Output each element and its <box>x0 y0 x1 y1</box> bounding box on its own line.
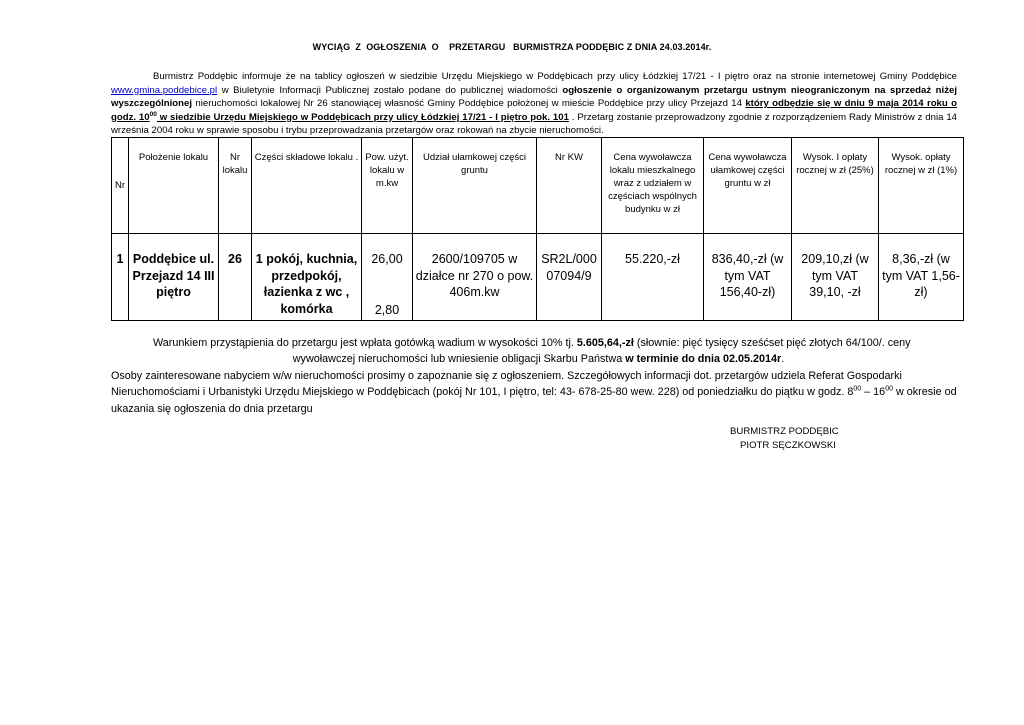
cell-oplaty: 8,36,-zł (w tym VAT 1,56-zł) <box>879 234 964 321</box>
cell-nr-kw: SR2L/00007094/9 <box>537 234 602 321</box>
intro-sup: 00 <box>149 110 157 118</box>
header-nr-lokalu: Nr lokalu <box>219 138 252 234</box>
cell-pow-main: 26,00 <box>371 252 403 266</box>
table-header-row <box>112 138 964 234</box>
deposit-text: Warunkiem przystąpienia do przetargu jest wpłata gotówką wadium w wysokości 10% tj. <box>153 337 577 349</box>
cell-nr: 1 <box>112 234 129 321</box>
cell-udzial: 2600/109705 w działce nr 270 o pow. 406m.kw <box>413 234 537 321</box>
table-row <box>112 234 964 321</box>
deposit-end: . <box>781 353 785 366</box>
deposit-words: (słownie: pięć tysięcy sześćset pięć złotych 64/100/. ceny <box>633 337 911 349</box>
signature-name: PIOTR SĘCZKOWSKI <box>740 440 836 451</box>
website-link[interactable]: www.gmina.poddebice.pl <box>111 84 218 96</box>
header-oplata-roczna: Wysok. I opłaty rocznej w zł (25%) <box>792 138 879 234</box>
intro-text-4: . Przetarg zostanie przeprowadzony zgodnie z rozporządzeniem Rady Ministrów z dnia 14 września 2004 roku w sprawie sposobu i trybu przeprowadzania przetargów oraz rokowań na zbycie nieruchomości. <box>111 111 957 137</box>
header-oplaty: Wysok. opłaty rocznej w zł (1%) <box>879 138 964 234</box>
cell-cena-udzialu: 836,40,-zł (w tym VAT 156,40-zł) <box>704 234 792 321</box>
info-sup-1: 00 <box>853 385 862 393</box>
deposit-text-2: wywoławczej nieruchomości lub wniesienie obligacji Skarbu Państwa <box>292 353 626 366</box>
intro-text-3: nieruchomości lokalowej Nr 26 stanowiącej własność Gminy Poddębice położonej w mieście Poddębice przy ulicy Przejazd 14 <box>192 98 746 110</box>
signature-block <box>730 425 839 453</box>
intro-bold-3: w siedzibie Urzędu Miejskiego w Poddębicach przy ulicy Łódzkiej 17/21 - I piętro pok. 101 <box>156 111 569 123</box>
cell-oplata-roczna: 209,10,zł (w tym VAT 39,10, -zł <box>792 234 879 321</box>
header-cena-udzialu: Cena wywoławcza ułamkowej części gruntu w zł <box>704 138 792 234</box>
deposit-amount: 5.605,64,-zł <box>576 337 634 349</box>
header-polozenie: Położenie lokalu <box>129 138 219 234</box>
header-czesci: Części składowe lokalu . <box>252 138 362 234</box>
property-table <box>111 137 964 321</box>
header-nr: Nr <box>112 138 129 234</box>
cell-pow <box>362 234 413 321</box>
conditions-section <box>111 335 966 417</box>
cell-czesci: 1 pokój, kuchnia, przedpokój, łazienka z wc , komórka <box>252 234 362 321</box>
header-nr-kw: Nr KW <box>537 138 602 234</box>
intro-text-2: w Biuletynie Informacji Publicznej zostało podane do publicznej wiadomości <box>217 84 563 96</box>
intro-paragraph <box>111 70 957 138</box>
info-text-3: w okresie od ukazania się ogłoszenia do dnia przetargu <box>111 386 957 415</box>
document-title: WYCIĄG Z OGŁOSZENIA O PRZETARGU BURMISTRZA PODDĘBIC Z DNIA 24.03.2014r. <box>312 42 712 52</box>
info-paragraph <box>111 368 966 417</box>
cell-nr-lokalu: 26 <box>219 234 252 321</box>
deposit-paragraph <box>111 335 966 351</box>
header-pow: Pow. użyt. lokalu w m.kw <box>362 138 413 234</box>
deposit-deadline: w terminie do dnia 02.05.2014r <box>625 353 782 366</box>
intro-text-1: Burmistrz Poddębic informuje że na tablicy ogłoszeń w siedzibie Urzędu Miejskiego w Poddębicach przy ulicy Łódzkiej 17/21 - I piętro oraz na stronie internetowej Gminy Poddębice <box>153 71 957 82</box>
deposit-paragraph-cont <box>111 351 966 367</box>
header-cena-lokalu: Cena wywoławcza lokalu mieszkalnego wraz z udziałem w częściach wspólnych budynku w zł <box>602 138 704 234</box>
info-sup-2: 00 <box>885 385 893 393</box>
intro-bold-2: który odbędzie się w dniu 9 maja 2014 roku o godz. 10 <box>111 98 957 123</box>
intro-bold-1: ogłoszenie o organizowanym przetargu ustnym nieograniczonym na sprzedaż niżej wyszczególnionej <box>111 84 957 110</box>
info-text-1: Osoby zainteresowane nabyciem w/w nieruchomości prosimy o zapoznanie się z ogłoszeniem. Szczegółowych informacji dot. przetargów udziela Referat Gospodarki Nieruchomościami i Urbanistyki Urzędu Miejskiego w Poddębicach (pokój Nr 101, I piętro, tel: 43- 678-25-80 wew. 228) od poniedziałku do piątku w godz. 8 <box>111 369 902 399</box>
cell-polozenie: Poddębice ul. Przejazd 14 III piętro <box>129 234 219 321</box>
header-udzial: Udział ułamkowej części gruntu <box>413 138 537 234</box>
info-text-2: – 16 <box>861 386 886 399</box>
signature-title: BURMISTRZ PODDĘBIC <box>730 426 839 437</box>
cell-pow-komorka: 2,80 <box>374 302 400 317</box>
cell-cena-lokalu: 55.220,-zł <box>602 234 704 321</box>
